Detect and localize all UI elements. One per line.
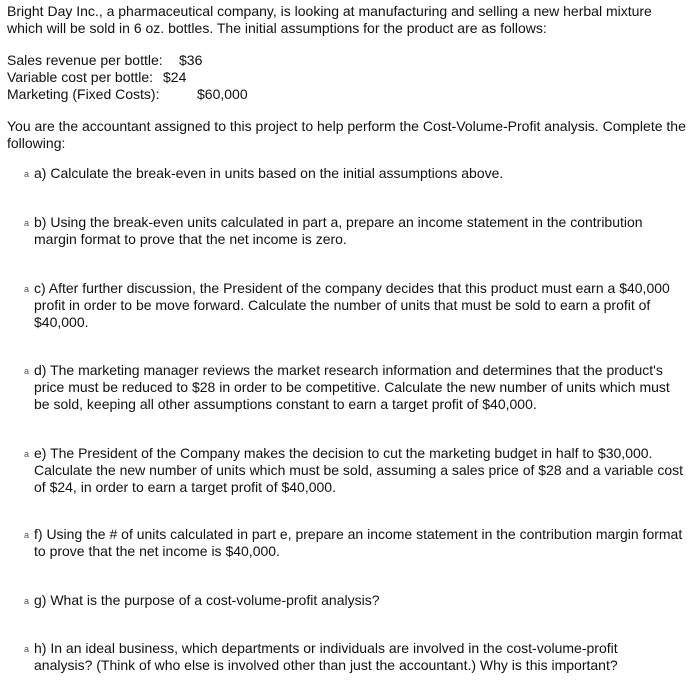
answer-marker: a	[24, 169, 30, 179]
intro-paragraph: Bright Day Inc., a pharmaceutical company, is looking at manufacturing and selling a new herbal mixture which will be sold in 6 oz. bottles. The initial assumptions for the product are as follows:	[7, 3, 652, 36]
answer-marker: a	[24, 530, 30, 540]
assumption-label: Sales revenue per bottle:	[7, 52, 163, 68]
assumption-variable-cost	[7, 69, 691, 86]
assumption-marketing	[7, 86, 691, 103]
assumptions-list	[7, 52, 691, 103]
assumption-label: Marketing (Fixed Costs):	[7, 86, 160, 102]
answer-marker: a	[24, 284, 30, 294]
question-text: c) After further discussion, the President of the company decides that this product must earn a $40,000 profit in order to be move forward. Calculate the number of units that must be sold to earn a profit of $40,000.	[34, 280, 670, 330]
answer-marker: a	[24, 218, 30, 228]
question-text: a) Calculate the break-even in units based on the initial assumptions above.	[34, 165, 504, 181]
question-text: e) The President of the Company makes the decision to cut the marketing budget in half to $30,000. Calculate the new number of units which must be sold, assuming a sales price of $28 and a variable cost of $24, in order to earn a target profit of $40,000.	[34, 445, 684, 495]
assumption-sales-revenue	[7, 52, 691, 69]
question-text: d) The marketing manager reviews the market research information and determines that the product's price must be reduced to $28 in order to be competitive. Calculate the new number of units which must be sold, keeping all other assumptions constant to earn a target profit of $40,000.	[34, 362, 670, 412]
assumption-value: $36	[179, 52, 203, 68]
answer-marker: a	[24, 366, 30, 376]
answer-marker: a	[24, 449, 30, 459]
answer-marker: a	[24, 596, 30, 606]
answer-marker: a	[24, 644, 30, 654]
task-paragraph: You are the accountant assigned to this project to help perform the Cost-Volume-Profit analysis. Complete the following:	[7, 118, 686, 151]
assumption-value: $60,000	[197, 86, 248, 102]
question-text: b) Using the break-even units calculated in part a, prepare an income statement in the contribution margin format to prove that the net income is zero.	[34, 214, 643, 247]
document	[7, 3, 691, 152]
assumption-value: $24	[163, 69, 187, 85]
assumption-label: Variable cost per bottle:	[7, 69, 154, 85]
question-text: h) In an ideal business, which departments or individuals are involved in the cost-volume-profit analysis? (Think of who else is involved other than just the accountant.) Why is this important?	[34, 640, 618, 673]
question-text: g) What is the purpose of a cost-volume-profit analysis?	[34, 592, 380, 608]
question-text: f) Using the # of units calculated in part e, prepare an income statement in the contribution margin format to prove that the net income is $40,000.	[34, 526, 683, 559]
